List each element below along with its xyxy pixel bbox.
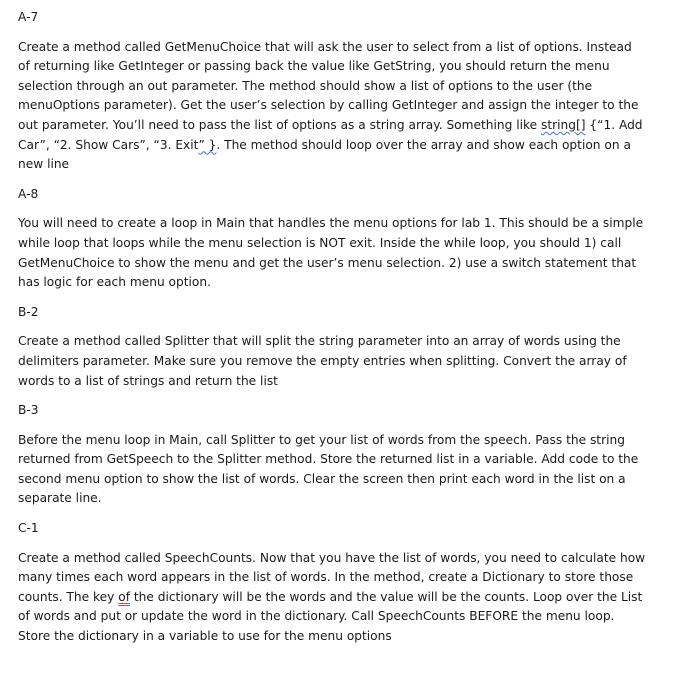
c1-text-1: Create a method called SpeechCounts. Now that you have the list of words, you need to calculate how many times each word appears in the list of words. In the method, create a Dictionary to store those counts. The key xyxy=(18,550,646,604)
a7-text-2: {“1. Add Car”, “2. Show Cars”, “3. Exit xyxy=(18,117,643,152)
section-body-a8: You will need to create a loop in Main that handles the menu options for lab 1. This should be a simple while loop that loops while the menu selection is NOT exit. Inside the while loop, you should 1) call GetMenuChoice to show the menu and get the user’s menu selection. 2) use a switch statement that has logic for each menu option. xyxy=(18,216,644,290)
section-body-c1 xyxy=(18,549,646,647)
a7-spellcheck-string[interactable]: string[] xyxy=(541,117,586,132)
section-body-b3: Before the menu loop in Main, call Splitter to get your list of words from the speech. Pass the string returned from GetSpeech to the Splitter method. Store the returned list in a variable. Add code to the second menu option to show the list of words. Clear the screen then print each word in the list on a separate line. xyxy=(18,432,639,506)
section-heading-c1: C-1 xyxy=(18,521,39,536)
a7-text-3: . The method should loop over the array and show each option on a new line xyxy=(18,137,631,172)
section-heading-a7: A-7 xyxy=(18,10,39,24)
section-heading-b3: B-3 xyxy=(18,403,39,418)
a7-text-1: Create a method called GetMenuChoice that will ask the user to select from a list of options. Instead of returning like GetInteger or passing back the value like GetString, you should return the menu selection through an out parameter. The method should show a list of options to the user (the menuOptions parameter). Get the user’s selection by calling GetInteger and assign the integer to the out parameter. You’ll need to pass the list of options as a string array. Something like xyxy=(18,39,639,132)
a7-spellcheck-quote[interactable]: ” } xyxy=(198,137,217,152)
c1-text-2: the dictionary will be the words and the value will be the counts. Loop over the List of words and put or update the word in the dictionary. Call SpeechCounts BEFORE the menu loop. Store the dictionary in a variable to use for the menu options xyxy=(18,589,643,644)
section-body-a7 xyxy=(18,38,646,175)
section-body-b2: Create a method called Splitter that will split the string parameter into an array of words using the delimiters parameter. Make sure you remove the empty entries when splitting. Convert the array of words to a list of strings and return the list xyxy=(18,334,627,388)
document-page xyxy=(18,8,646,657)
c1-grammar-of[interactable]: of xyxy=(118,589,130,604)
section-heading-b2: B-2 xyxy=(18,304,39,319)
section-heading-a8: A-8 xyxy=(18,186,39,201)
